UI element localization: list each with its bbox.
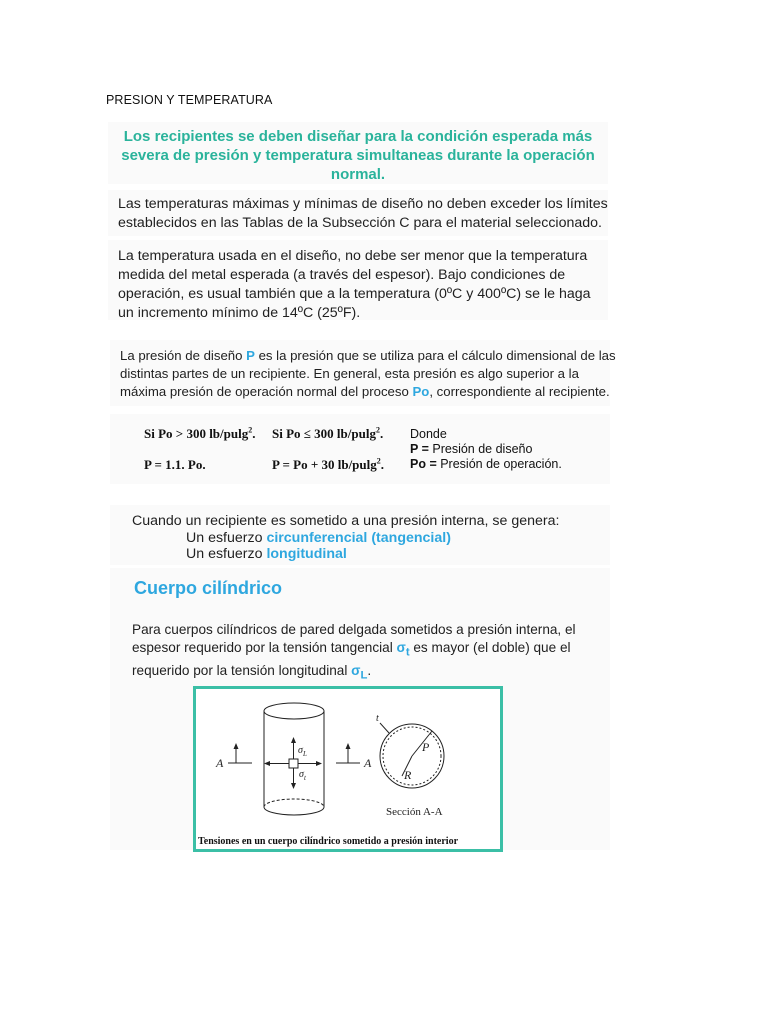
donde-label: Donde: [410, 427, 447, 441]
label-sigma-L: [298, 745, 307, 758]
section-label: Sección A-A: [386, 806, 443, 818]
definition-P-text: Presión de diseño: [428, 442, 533, 456]
pressure-text-1: La presión de diseño: [120, 348, 247, 363]
cylinder-bottom-back: [264, 799, 324, 807]
label-A-right: A: [364, 756, 372, 770]
equation-2-text: P = Po + 30 lb/pulg: [272, 457, 377, 472]
formula-block: [110, 414, 610, 484]
label-sigma-t: [299, 769, 307, 782]
sigma-t-arrowhead-right: [316, 761, 322, 766]
cylinder-heading: Cuerpo cilíndrico: [134, 578, 283, 598]
stress-circumferential: [186, 530, 451, 546]
stress-longitudinal: [186, 546, 347, 562]
equation-2-exponent: 2: [376, 456, 381, 466]
cylinder-text-a: Para cuerpos cilíndricos de pared delgada sometidos a presión interna, el espesor requerido por la tensión tangencial: [132, 622, 576, 655]
definition-P-symbol: P =: [410, 442, 429, 456]
equation-1: P = 1.1. Po.: [144, 457, 206, 472]
equation-2-end: .: [380, 457, 385, 472]
sigma-L-symbol: [351, 662, 368, 682]
design-pressure-paragraph: [120, 347, 618, 401]
label-P: P: [422, 740, 430, 754]
label-A-left: A: [216, 756, 224, 770]
equation-2: [272, 457, 384, 473]
sigma-L-arrowhead-up: [291, 737, 296, 743]
stress-element-square: [289, 759, 298, 768]
definition-Po: [410, 457, 562, 471]
figure-caption: Tensiones en un cuerpo cilíndrico sometido a presión interior: [198, 836, 459, 847]
temperature-limits-paragraph: Las temperaturas máximas y mínimas de diseño no deben exceder los límites establecidos en las Tablas de la Subsección C para el material seleccionado.: [118, 196, 608, 231]
design-condition-heading: Los recipientes se deben diseñar para la condición esperada más severa de presión y temperatura simultaneas durante la operación normal.: [121, 128, 595, 183]
sigma-t-symbol: [396, 640, 410, 659]
condition-1-end: .: [252, 426, 256, 441]
stress-2-prefix: Un esfuerzo: [186, 546, 267, 562]
condition-1-text: Si Po > 300 lb/pulg: [144, 426, 249, 441]
condition-po-less-equal: [272, 426, 383, 442]
pressure-text-2: es la presión que se utiliza para el cálculo dimensional de las distintas partes de un recipiente. En general, esta presión es algo superior a la máxima presión de operación normal del proceso: [120, 348, 616, 399]
label-t: t: [376, 713, 379, 724]
section-arrowhead-left: [234, 743, 239, 749]
definition-Po-text: Presión de operación.: [436, 457, 562, 471]
stress-intro: Cuando un recipiente es sometido a una presión interna, se genera:: [132, 513, 560, 529]
sigma-t-letter: σ: [396, 640, 406, 655]
label-sigma-L-letter: σ: [298, 745, 303, 756]
design-temperature-paragraph: La temperatura usada en el diseño, no debe ser menor que la temperatura medida del metal esperada (a través del espesor). Bajo condiciones de operación, es usual también que a la temperatura (0ºC y 400ºC) se le haga un incremento mínimo de 14ºC (25ºF).: [118, 248, 591, 321]
label-sigma-t-letter: σ: [299, 769, 304, 780]
sigma-L-letter: σ: [351, 662, 361, 678]
pressure-text-3: , correspondiente al recipiente.: [429, 384, 610, 399]
sigma-t-subscript: t: [405, 646, 410, 659]
cylinder-text-c: .: [367, 662, 372, 678]
label-sigma-L-sub: L: [302, 750, 307, 758]
stress-2-term: longitudinal: [266, 546, 347, 562]
condition-2-text: Si Po ≤ 300 lb/pulg: [272, 426, 376, 441]
document-title: PRESION Y TEMPERATURA: [106, 93, 273, 107]
definition-P: [410, 442, 532, 456]
definition-Po-symbol: Po =: [410, 457, 437, 471]
condition-2-exponent: 2: [375, 425, 380, 435]
label-R: R: [404, 768, 412, 782]
cylinder-text-b: es mayor (el doble) que el requerido por la tensión longitudinal: [132, 640, 571, 678]
stress-figure: [193, 686, 503, 852]
sigma-L-arrowhead-down: [291, 783, 296, 789]
section-arrowhead-right: [346, 743, 351, 749]
thickness-pointer: [380, 723, 389, 733]
stress-1-term: circunferencial (tangencial): [266, 530, 451, 546]
cylinder-diagram: [196, 689, 500, 849]
condition-1-exponent: 2: [248, 425, 253, 435]
cylinder-paragraph: [132, 621, 602, 684]
sigma-L-subscript: L: [360, 669, 368, 682]
pressure-symbol-Po: Po: [412, 384, 430, 399]
cylinder-bottom-front: [264, 807, 324, 815]
condition-2-end: .: [379, 426, 384, 441]
sigma-t-arrowhead-left: [264, 761, 270, 766]
label-sigma-t-sub: t: [303, 774, 306, 782]
stress-1-prefix: Un esfuerzo: [186, 530, 267, 546]
condition-po-greater: [144, 426, 255, 442]
cylinder-top-ellipse: [264, 703, 324, 719]
pressure-symbol-P: P: [246, 348, 255, 363]
